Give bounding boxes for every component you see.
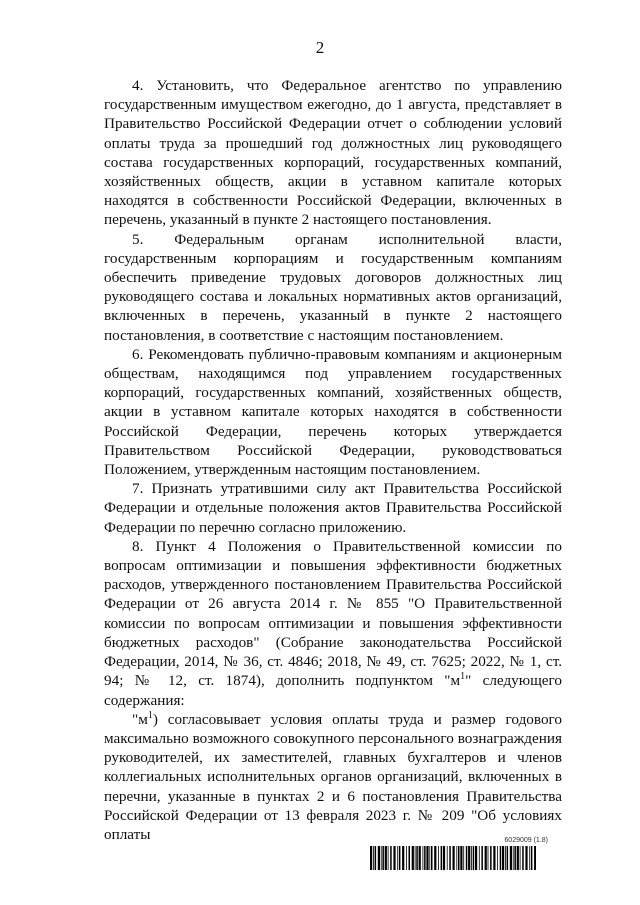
paragraph-4: 4. Установить, что Федеральное агентство по управлению государственным имуществом ежегодно, до 1 августа, представляет в Правительство Российской Федерации отчет о соблюдении условий оплаты труда за прошедший год должностных лиц руководящего состава государственных корпораций, государственных компаний, хозяйственных обществ, акции в уставном капитале которых находятся в собственности Российской Федерации, включенных в перечень, указанный в пункте 2 настоящего постановления.	[104, 77, 562, 229]
paragraph-9	[104, 710, 562, 844]
page-number: 2	[315, 38, 325, 57]
paragraph-8	[104, 537, 562, 710]
barcode-icon	[370, 846, 536, 870]
paragraph-9-text-start: "м	[132, 710, 148, 728]
superscript-1: 1	[147, 709, 153, 721]
paragraph-7: 7. Признать утратившими силу акт Правительства Российской Федерации и отдельные положения актов Правительства Российской Федерации по перечню согласно приложению.	[104, 480, 562, 536]
paragraph-6: 6. Рекомендовать публично-правовым компаниям и акционерным обществам, находящимся под управлением государственных корпораций, государственных компаний, хозяйственных обществ, акции в уставном капитале которых находятся в собственности Российской Федерации, перечень которых утверждается Правительством Российской Федерации, руководствоваться Положением, утвержденным настоящим постановлением.	[104, 345, 562, 479]
paragraph-8-text: 8. Пункт 4 Положения о Правительственной комиссии по вопросам оптимизации и повышения эффективности бюджетных расходов, утвержденного постановлением Правительства Российской Федерации от 26 августа 2014 г. № 855 "О Правительственной комиссии по вопросам оптимизации и повышения эффективности бюджетных расходов" (Собрание законодательства Российской Федерации, 2014, № 36, ст. 4846; 2018, № 49, ст. 7625; 2022, № 1, ст. 94; № 12, ст. 1874), дополнить подпунктом "м	[104, 537, 562, 690]
superscript-1: 1	[460, 671, 466, 683]
paragraph-8-text-end: " следующего содержания:	[104, 672, 562, 709]
barcode-label: 6029009 (1.8)	[504, 837, 548, 844]
paragraph-9-text: ) согласовывает условия оплаты труда и размер годового максимально возможного совокупного персонального вознаграждения руководителей, их заместителей, главных бухгалтеров и членов коллегиальных исполнительных органов организаций, включенных в перечни, указанные в пунктах 2 и 6 постановления Правительства Российской Федерации от 13 февраля 2023 г. № 209 "Об условиях оплаты	[104, 710, 562, 843]
paragraph-5: 5. Федеральным органам исполнительной власти, государственным корпорациям и государственным компаниям обеспечить приведение трудовых договоров должностных лиц руководящего состава и локальных нормативных актов организаций, включенных в перечень, указанный в пункте 2 настоящего постановления, в соответствие с настоящим постановлением.	[104, 230, 562, 344]
document-body	[104, 76, 562, 844]
